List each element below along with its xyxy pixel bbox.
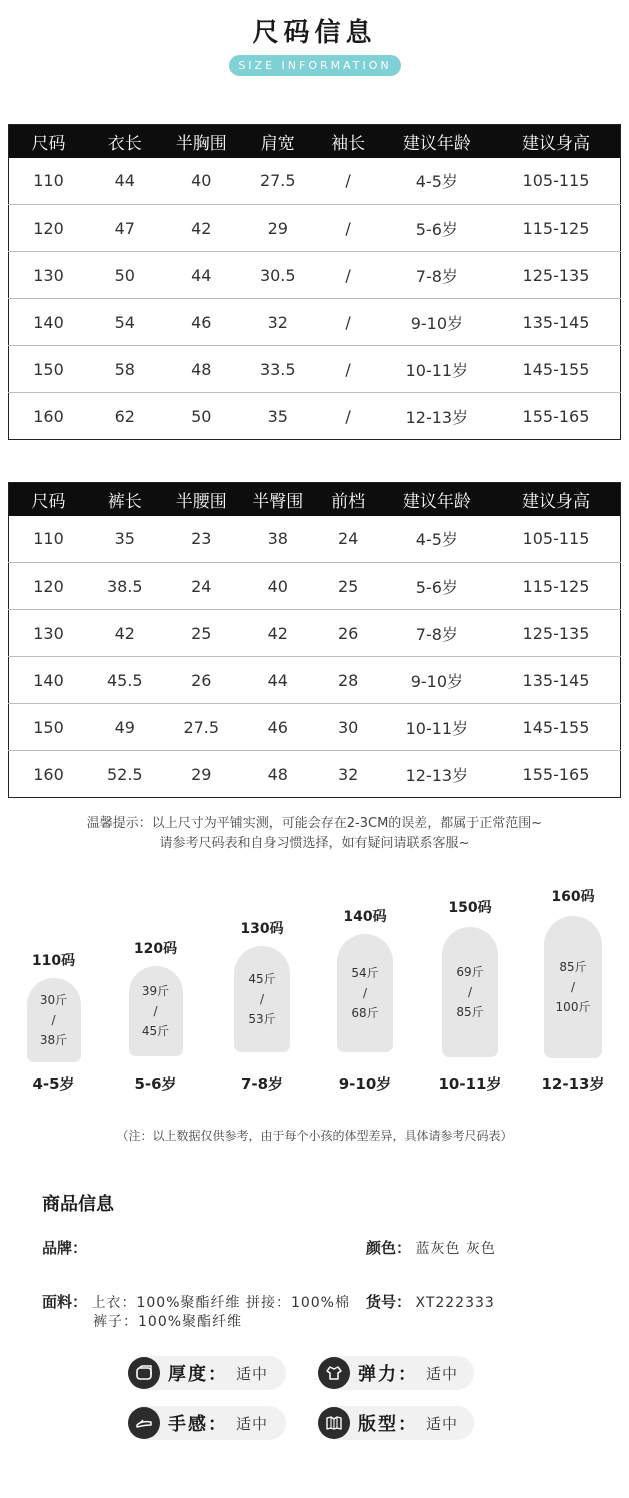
column-header: 半臀围: [241, 483, 314, 516]
sku-label: 货号：: [366, 1293, 412, 1311]
table-row: [9, 299, 621, 346]
size-figure-110: [16, 950, 91, 1093]
size-figure-140: [325, 906, 405, 1093]
column-header: 前档: [314, 483, 381, 516]
figure-weight-max: 45斤: [141, 1024, 170, 1038]
figure-size-label: 110码: [31, 953, 76, 969]
figure-separator: /: [467, 985, 473, 999]
table-cell: 26: [161, 657, 241, 704]
size-figure-120: [118, 938, 193, 1093]
figure-separator: /: [570, 980, 576, 994]
table-cell: 42: [241, 610, 314, 657]
size-figure-150: [430, 897, 510, 1093]
table-cell: 105-115: [522, 529, 590, 549]
attribute-label: 版型：: [358, 1414, 418, 1435]
table-cell: /: [314, 346, 381, 393]
table-cell: 44: [161, 252, 241, 299]
table-cell: 150: [9, 704, 89, 751]
table-cell: 35: [241, 393, 314, 440]
table-cell: 50: [88, 252, 161, 299]
table-cell: 50: [161, 393, 241, 440]
table-cell: 160: [9, 751, 89, 798]
table-row: [9, 704, 621, 751]
table-cell: 125-135: [492, 610, 621, 657]
figure-weight-max: 85斤: [456, 1005, 484, 1019]
table-cell: /: [345, 171, 351, 191]
size-figure-160: [533, 886, 613, 1093]
figure-weight-min: 69斤: [456, 965, 484, 979]
figure-size-label: 140码: [343, 909, 387, 925]
column-header: 尺码: [9, 483, 89, 516]
fabric-value-pants: 裤子：100%聚酯纤维: [93, 1314, 243, 1330]
table-cell: 115-125: [492, 205, 621, 252]
column-header: 裤长: [88, 483, 161, 516]
table-cell: 7-8岁: [382, 610, 492, 657]
measurement-tips: [0, 814, 629, 854]
figure-silhouette: [337, 934, 393, 1052]
table-cell: 140: [9, 299, 89, 346]
figure-age-label: 10-11岁: [438, 1075, 502, 1093]
table-cell: 33.5: [241, 346, 314, 393]
figure-silhouette: [442, 927, 498, 1057]
attribute-elasticity: [318, 1356, 474, 1390]
fabric-value-top: 上衣：100%聚酯纤维 拼接：100%棉: [91, 1295, 350, 1311]
figure-silhouette: [544, 916, 602, 1058]
column-header: 建议身高: [492, 483, 621, 516]
sku-row: [366, 1292, 495, 1313]
bottom-size-table: [8, 482, 621, 798]
attribute-label: 手感：: [168, 1414, 228, 1435]
column-header: 衣长: [88, 125, 161, 158]
attribute-value: 适中: [236, 1364, 269, 1383]
figure-age-label: 12-13岁: [541, 1075, 605, 1093]
figure-weight-max: 38斤: [39, 1033, 68, 1047]
figure-separator: /: [362, 986, 368, 1000]
table-cell: 24: [161, 563, 241, 610]
figure-silhouette: [27, 978, 81, 1062]
table-cell: 155-165: [492, 751, 621, 798]
elasticity-icon: [318, 1357, 350, 1389]
table-cell: 4-5岁: [415, 530, 458, 550]
figure-age-label: 9-10岁: [338, 1075, 392, 1093]
table-cell: /: [314, 299, 381, 346]
attribute-label: 弹力：: [358, 1364, 418, 1385]
fit-icon: [318, 1407, 350, 1439]
top-size-table: [8, 124, 621, 440]
table-cell: 29: [241, 205, 314, 252]
table-cell: 25: [161, 610, 241, 657]
subtitle-badge: SIZE INFORMATION: [229, 55, 401, 76]
table-cell: 44: [114, 171, 135, 191]
attribute-label: 厚度：: [168, 1364, 228, 1385]
table-cell: 40: [241, 563, 314, 610]
attribute-value: 适中: [236, 1414, 269, 1433]
figure-weight-min: 85斤: [559, 960, 587, 974]
table-cell: /: [314, 205, 381, 252]
figure-size-label: 150码: [448, 900, 492, 916]
column-header: 建议身高: [492, 125, 621, 158]
figure-weight-min: 45斤: [248, 972, 276, 986]
column-header: 半胸围: [161, 125, 241, 158]
color-value: 蓝灰色 灰色: [415, 1241, 496, 1257]
table-cell: 12-13岁: [382, 393, 492, 440]
column-header: 半腰围: [161, 483, 241, 516]
table-cell: 25: [314, 563, 381, 610]
product-info-title: 商品信息: [42, 1194, 114, 1215]
table-cell: 54: [88, 299, 161, 346]
table-cell: 12-13岁: [382, 751, 492, 798]
table-cell: 49: [88, 704, 161, 751]
color-row: [366, 1238, 496, 1259]
table-cell: 32: [314, 751, 381, 798]
column-header: 尺码: [9, 125, 89, 158]
table-cell: 62: [88, 393, 161, 440]
fabric-row: [42, 1292, 350, 1313]
table-cell: 46: [161, 299, 241, 346]
figure-weight-min: 54斤: [351, 966, 379, 980]
figure-weight-min: 39斤: [141, 984, 170, 998]
figure-separator: /: [259, 992, 265, 1006]
table-cell: 4-5岁: [415, 172, 458, 192]
table-cell: 10-11岁: [382, 704, 492, 751]
table-cell: 27.5: [259, 171, 296, 191]
attribute-value: 适中: [426, 1364, 459, 1383]
table-cell: 30.5: [241, 252, 314, 299]
table-cell: 35: [114, 529, 135, 549]
table-cell: 110: [33, 171, 64, 191]
figure-age-label: 7-8岁: [240, 1075, 284, 1093]
table-cell: 145-155: [492, 346, 621, 393]
table-cell: 140: [9, 657, 89, 704]
figure-size-label: 120码: [133, 941, 178, 957]
table-cell: 135-145: [492, 299, 621, 346]
table-cell: 110: [33, 529, 64, 549]
table-cell: 105-115: [522, 171, 590, 191]
figure-separator: /: [51, 1013, 56, 1027]
table-row: [9, 252, 621, 299]
table-cell: 160: [9, 393, 89, 440]
figure-age-label: 5-6岁: [134, 1075, 177, 1093]
table-cell: 120: [9, 205, 89, 252]
fabric-label: 面料：: [42, 1293, 88, 1311]
attribute-fit: [318, 1406, 474, 1440]
table-row: [9, 657, 621, 704]
attribute-value: 适中: [426, 1414, 459, 1433]
table-cell: 130: [9, 252, 89, 299]
table-row: [9, 158, 621, 205]
tips-line: 温馨提示：以上尺寸为平铺实测，可能会存在2-3CM的误差，都属于正常范围~: [86, 816, 543, 831]
table-cell: 23: [191, 529, 212, 549]
table-cell: 7-8岁: [382, 252, 492, 299]
figure-weight-min: 30斤: [39, 993, 68, 1007]
column-header: 肩宽: [241, 125, 314, 158]
table-cell: 38: [267, 529, 288, 549]
table-cell: 48: [241, 751, 314, 798]
table-row: [9, 563, 621, 610]
table-cell: 150: [9, 346, 89, 393]
size-figure-130: [222, 918, 302, 1093]
color-label: 颜色：: [366, 1239, 412, 1257]
table-cell: 5-6岁: [382, 205, 492, 252]
table-cell: 5-6岁: [382, 563, 492, 610]
figure-separator: /: [153, 1004, 158, 1018]
figure-weight-max: 53斤: [248, 1012, 276, 1026]
tips-line: 请参考尺码表和自身习惯选择，如有疑问请联系客服~: [159, 836, 470, 851]
table-cell: 46: [241, 704, 314, 751]
table-cell: 30: [314, 704, 381, 751]
figure-silhouette: [234, 946, 290, 1052]
table-cell: 38.5: [88, 563, 161, 610]
figure-size-label: 130码: [240, 921, 284, 937]
table-cell: 145-155: [492, 704, 621, 751]
table-row: [9, 751, 621, 798]
table-row: [9, 610, 621, 657]
table-row: [9, 393, 621, 440]
figure-weight-max: 68斤: [351, 1006, 379, 1020]
sku-value: XT222333: [415, 1295, 495, 1311]
table-cell: 120: [9, 563, 89, 610]
column-header: 袖长: [314, 125, 381, 158]
table-cell: 29: [161, 751, 241, 798]
table-cell: 115-125: [492, 563, 621, 610]
table-cell: 26: [314, 610, 381, 657]
table-cell: 155-165: [492, 393, 621, 440]
table-cell: 27.5: [161, 704, 241, 751]
table-cell: 130: [9, 610, 89, 657]
thickness-icon: [128, 1357, 160, 1389]
column-header: 建议年龄: [382, 125, 492, 158]
table-cell: 47: [88, 205, 161, 252]
table-cell: 48: [161, 346, 241, 393]
hand-feel-icon: [128, 1407, 160, 1439]
table-cell: 45.5: [88, 657, 161, 704]
attribute-thickness: [128, 1356, 286, 1390]
table-cell: 9-10岁: [382, 657, 492, 704]
table-cell: 125-135: [492, 252, 621, 299]
table-row: [9, 346, 621, 393]
figure-age-label: 4-5岁: [32, 1075, 75, 1093]
table-cell: 42: [88, 610, 161, 657]
column-header: 建议年龄: [382, 483, 492, 516]
table-cell: 28: [314, 657, 381, 704]
table-cell: 135-145: [492, 657, 621, 704]
table-row: [9, 516, 621, 563]
figure-silhouette: [129, 966, 183, 1056]
table-cell: 24: [337, 529, 359, 549]
brand-row: [42, 1238, 87, 1259]
attribute-hand-feel: [128, 1406, 286, 1440]
table-cell: 52.5: [88, 751, 161, 798]
table-cell: /: [314, 252, 381, 299]
table-header-row: [9, 125, 621, 158]
table-cell: 42: [161, 205, 241, 252]
table-header-row: [9, 483, 621, 516]
page-title: 尺码信息: [252, 18, 377, 48]
table-row: [9, 205, 621, 252]
table-cell: 10-11岁: [382, 346, 492, 393]
table-cell: /: [314, 393, 381, 440]
brand-label: 品牌：: [42, 1239, 88, 1257]
table-cell: 40: [191, 171, 212, 191]
table-cell: 9-10岁: [382, 299, 492, 346]
table-cell: 32: [241, 299, 314, 346]
fabric-row-2: [93, 1312, 242, 1332]
figure-weight-max: 100斤: [555, 1000, 591, 1014]
table-cell: 44: [241, 657, 314, 704]
figure-size-label: 160码: [551, 889, 595, 905]
reference-note: （注：以上数据仅供参考，由于每个小孩的体型差异，具体请参考尺码表）: [116, 1129, 513, 1143]
table-cell: 58: [88, 346, 161, 393]
